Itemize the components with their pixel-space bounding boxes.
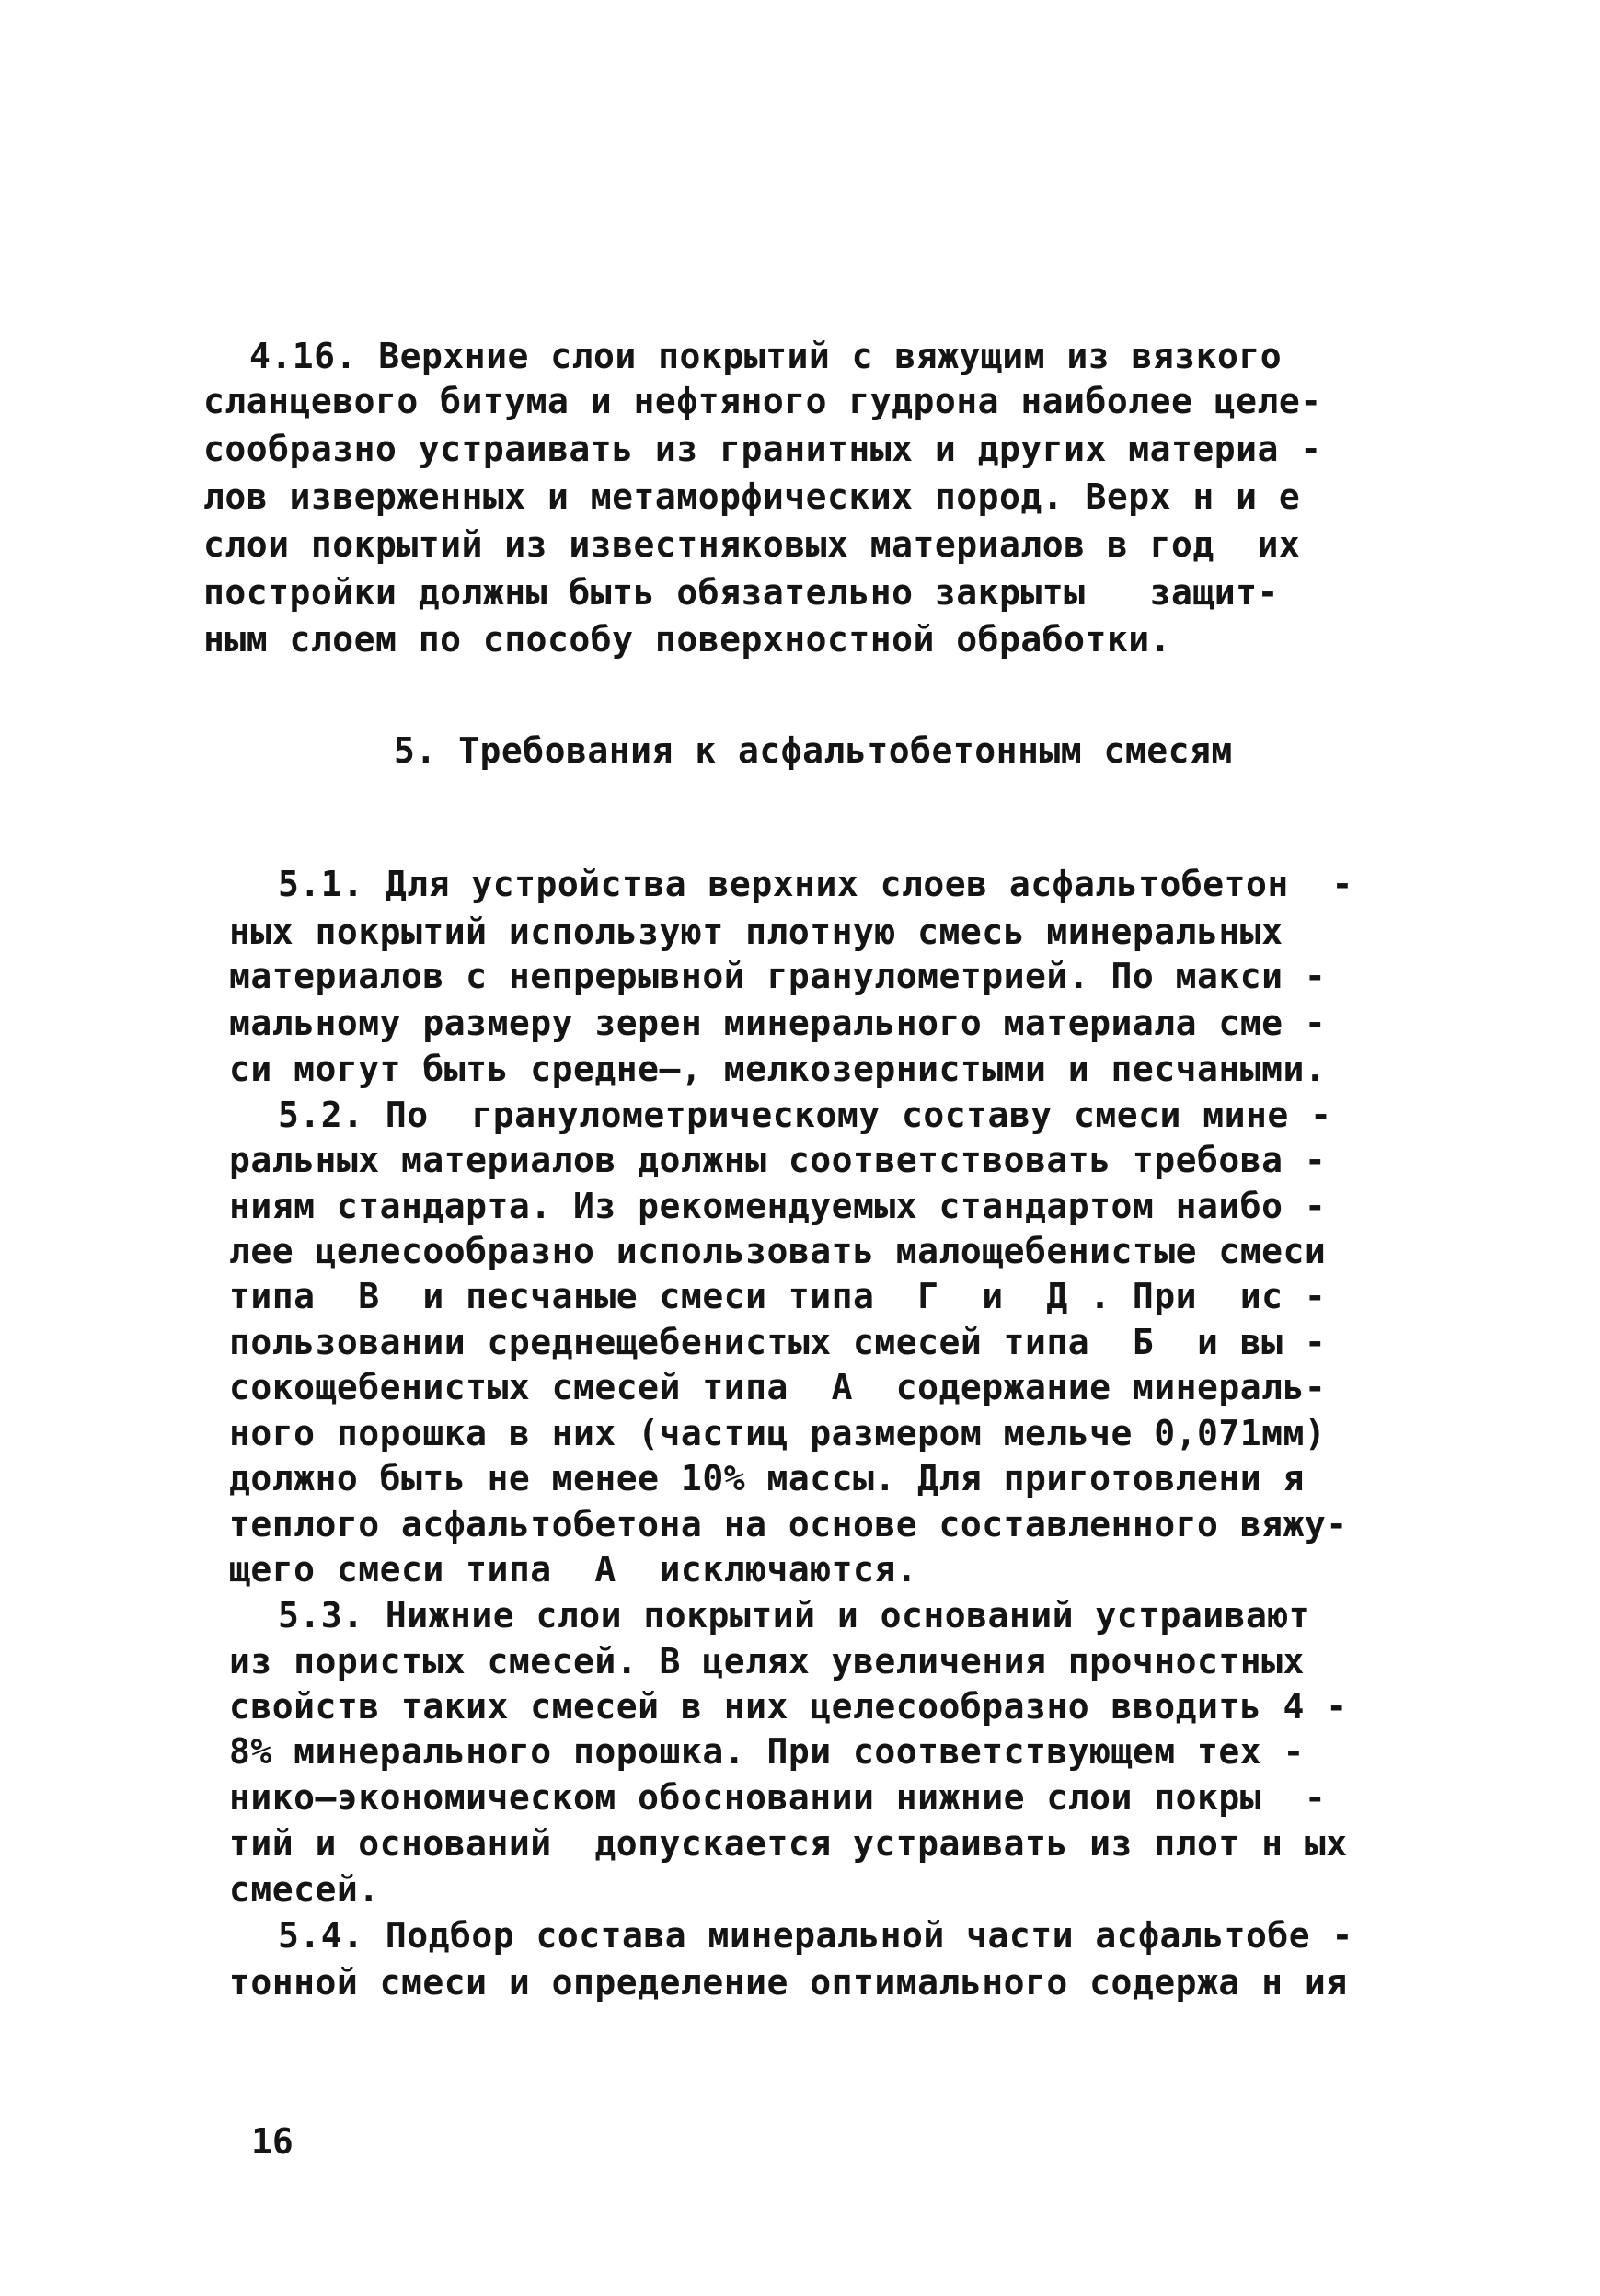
text-line: ного порошка в них (частиц размером мельче 0,071мм) (229, 1413, 1327, 1453)
text-line: смесей. (229, 1869, 380, 1910)
text-line: 8% минерального порошка. При соответствующем тех - (229, 1731, 1305, 1772)
page-number: 16 (251, 2121, 294, 2162)
text-line: 5.3. Нижние слои покрытий и оснований устраивают (278, 1595, 1311, 1636)
text-line: из пористых смесей. В целях увеличения прочностных (229, 1641, 1305, 1682)
text-line: теплого асфальтобетона на основе составленного вяжу- (229, 1504, 1348, 1544)
text-line: 5.4. Подбор состава минеральной части асфальтобе - (278, 1915, 1353, 1956)
text-line: 5.2. По гранулометрическому составу смеси мине - (278, 1095, 1332, 1135)
text-line: лее целесообразно использовать малощебенистые смеси (229, 1231, 1327, 1271)
text-line: ным слоем по способу поверхностной обработки. (203, 619, 1172, 660)
text-line: си могут быть средне–, мелкозернистыми и песчаными. (229, 1049, 1327, 1089)
text-line: мальному размеру зерен минерального материала сме - (229, 1003, 1327, 1043)
text-line: 5.1. Для устройства верхних слоев асфальтобетон - (278, 864, 1353, 904)
text-line: типа В и песчаные смеси типа Г и Д . При ис - (229, 1276, 1327, 1316)
text-line: сокощебенистых смесей типа А содержание минераль- (229, 1367, 1327, 1407)
text-line: тонной смеси и определение оптимального содержа н ия (229, 1962, 1348, 2003)
text-line: 4.16. Верхние слои покрытий с вяжущим из вязкого (249, 336, 1283, 376)
text-line: должно быть не менее 10% массы. Для приготовлени я (229, 1458, 1305, 1498)
text-line: тий и оснований допускается устраивать из плот н ых (229, 1823, 1348, 1864)
text-line: лов изверженных и метаморфических пород. Верх н и е (203, 476, 1301, 517)
text-line: сланцевого битума и нефтяного гудрона наиболее целе- (203, 381, 1322, 421)
text-line: ниям стандарта. Из рекомендуемых стандартом наибо - (229, 1186, 1327, 1226)
text-line: свойств таких смесей в них целесообразно вводить 4 - (229, 1686, 1348, 1727)
text-line: нико–экономическом обосновании нижние слои покры - (229, 1777, 1327, 1818)
text-line: ральных материалов должны соответствовать требова - (229, 1140, 1327, 1180)
text-line: сообразно устраивать из гранитных и других материа - (203, 429, 1322, 469)
text-line: ных покрытий используют плотную смесь минеральных (229, 912, 1283, 952)
text-line: щего смеси типа А исключаются. (229, 1549, 918, 1590)
section-heading: 5. Требования к асфальтобетонным смесям (394, 730, 1233, 771)
text-line: материалов с непрерывной гранулометрией. По макси - (229, 956, 1327, 996)
text-line: слои покрытий из известняковых материалов в год их (203, 524, 1301, 565)
text-line: постройки должны быть обязательно закрыты защит- (203, 572, 1279, 613)
text-line: пользовании среднещебенистых смесей типа Б и вы - (229, 1322, 1327, 1362)
